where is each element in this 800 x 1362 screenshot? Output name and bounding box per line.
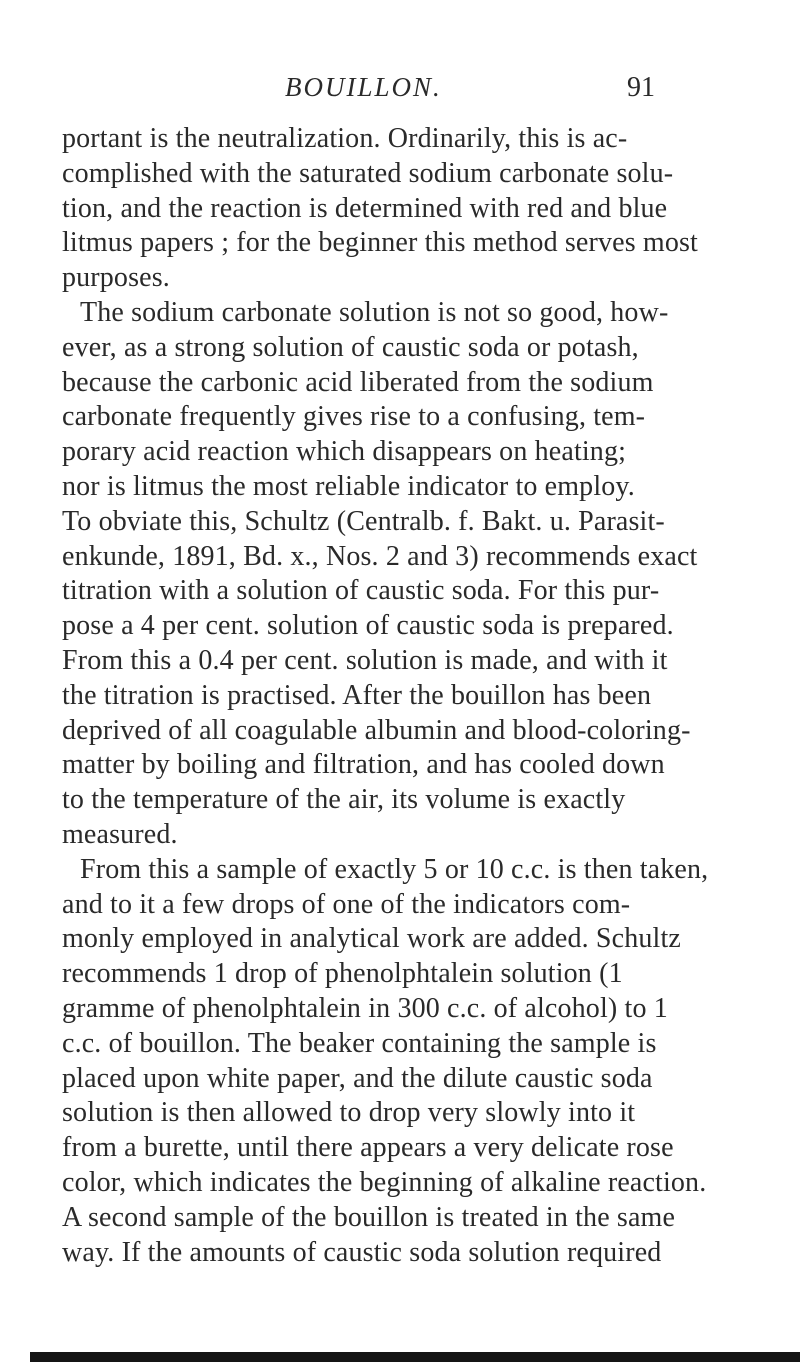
text-line: to the temperature of the air, its volume is exactly xyxy=(62,784,626,816)
text-line: nor is litmus the most reliable indicator to employ. xyxy=(62,470,635,502)
text-line: solution is then allowed to drop very slowly into it xyxy=(62,1097,636,1129)
text-line: placed upon white paper, and the dilute caustic soda xyxy=(62,1062,653,1094)
text-line: pose a 4 per cent. solution of caustic soda is prepared. xyxy=(62,610,674,642)
text-line: From this a sample of exactly 5 or 10 c.c. is then taken, xyxy=(80,853,709,885)
text-line: from a burette, until there appears a very delicate rose xyxy=(62,1132,674,1164)
bottom-edge-rule xyxy=(30,1352,800,1362)
text-line: The sodium carbonate solution is not so good, how- xyxy=(80,296,669,328)
text-line: gramme of phenolphtalein in 300 c.c. of alcohol) to 1 xyxy=(62,992,668,1024)
text-line: matter by boiling and filtration, and has cooled down xyxy=(62,749,665,781)
text-line: color, which indicates the beginning of alkaline reaction. xyxy=(62,1166,707,1198)
text-line: porary acid reaction which disappears on heating; xyxy=(62,436,627,468)
running-head xyxy=(0,72,800,112)
text-line: titration with a solution of caustic soda. For this pur- xyxy=(62,575,660,607)
text-line: carbonate frequently gives rise to a confusing, tem- xyxy=(62,401,646,433)
text-line: portant is the neutralization. Ordinarily, this is ac- xyxy=(62,123,628,154)
text-line: From this a 0.4 per cent. solution is made, and with it xyxy=(62,644,668,676)
text-line: recommends 1 drop of phenolphtalein solution (1 xyxy=(62,958,623,990)
text-line: ever, as a strong solution of caustic soda or potash, xyxy=(62,331,639,363)
page-number: 91 xyxy=(627,72,655,103)
text-line: c.c. of bouillon. The beaker containing the sample is xyxy=(62,1027,657,1059)
running-title: BOUILLON. xyxy=(285,72,442,102)
text-line: measured. xyxy=(62,818,178,850)
text-line: To obviate this, Schultz (Centralb. f. Bakt. u. Parasit- xyxy=(62,505,665,537)
text-line: litmus papers ; for the beginner this method serves most xyxy=(62,227,698,259)
text-line: and to it a few drops of one of the indicators com- xyxy=(62,888,631,920)
text-line: the titration is practised. After the bouillon has been xyxy=(62,679,652,711)
text-line: monly employed in analytical work are added. Schultz xyxy=(62,923,681,955)
text-line: complished with the saturated sodium carbonate solu- xyxy=(62,157,674,189)
text-line: way. If the amounts of caustic soda solution required xyxy=(62,1236,662,1268)
text-line: purposes. xyxy=(62,262,170,294)
text-line: because the carbonic acid liberated from the sodium xyxy=(62,366,654,398)
text-line: deprived of all coagulable albumin and blood-coloring- xyxy=(62,714,691,746)
text-line: A second sample of the bouillon is treated in the same xyxy=(62,1201,676,1233)
text-line: enkunde, 1891, Bd. x., Nos. 2 and 3) recommends exact xyxy=(62,540,698,572)
text-line: tion, and the reaction is determined with red and blue xyxy=(62,192,668,224)
body-text xyxy=(62,122,752,1270)
